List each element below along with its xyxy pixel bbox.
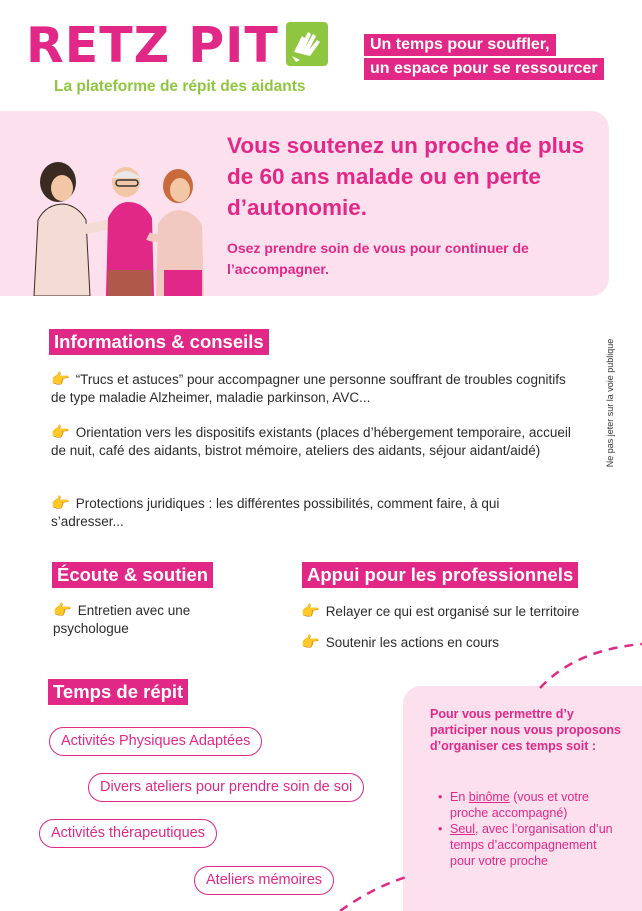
info-item-text: Orientation vers les dispositifs existants (places d’hébergement temporaire, accueil de nuit, café des aidants, bistrot mémoire, ateliers des aidants, séjour aidant/aidé) bbox=[51, 425, 571, 458]
activity-pill: Activités Physiques Adaptées bbox=[49, 727, 262, 756]
pro-heading: Appui pour les professionnels bbox=[302, 562, 578, 588]
hand-pointing-icon: 👉 bbox=[53, 602, 72, 619]
activity-pill: Activités thérapeutiques bbox=[39, 819, 217, 848]
listen-item-text: Entretien avec une psychologue bbox=[53, 603, 191, 636]
brand-subtitle: La plateforme de répit des aidants bbox=[54, 78, 306, 95]
hand-pointing-icon: 👉 bbox=[51, 495, 70, 512]
pro-item-text: Soutenir les actions en cours bbox=[325, 635, 500, 650]
logo bbox=[26, 18, 346, 98]
activity-pill: Ateliers mémoires bbox=[194, 866, 334, 895]
hand-pointing-icon: 👉 bbox=[301, 634, 320, 651]
hand-pointing-icon: 👉 bbox=[51, 424, 70, 441]
listen-heading: Écoute & soutien bbox=[52, 562, 213, 588]
info-item-text: “Trucs et astuces” pour accompagner une personne souffrant de troubles cognitifs de type maladie Alzheimer, maladie parkinson, AVC... bbox=[51, 372, 566, 405]
info-item bbox=[51, 371, 571, 407]
option2-key: Seul bbox=[450, 822, 476, 836]
pro-item-text: Relayer ce qui est organisé sur le territoire bbox=[325, 604, 580, 619]
info-item-text: Protections juridiques : les différentes possibilités, comment faire, à qui s’adresser... bbox=[51, 496, 500, 529]
tagline-line-2: un espace pour se ressourcer bbox=[364, 58, 604, 80]
hero-subtitle: Osez prendre soin de vous pour continuer de l’accompagner. bbox=[227, 240, 529, 277]
respite-option bbox=[436, 789, 616, 821]
caregivers-illustration bbox=[16, 160, 212, 296]
hand-pointing-icon: 👉 bbox=[51, 371, 70, 388]
option2-rest: , avec l’organisation d’un temps d’accompagnement pour votre proche bbox=[450, 822, 613, 868]
respite-option bbox=[436, 821, 616, 869]
disposal-note: Ne pas jeter sur la voie publique bbox=[605, 338, 615, 468]
option1-key: binôme bbox=[468, 790, 510, 804]
listen-item bbox=[53, 602, 223, 638]
hands-logo-icon bbox=[286, 22, 328, 66]
tagline bbox=[364, 34, 634, 82]
pro-item bbox=[301, 634, 611, 652]
pro-item bbox=[301, 603, 611, 621]
option1-prefix: En bbox=[450, 790, 469, 804]
info-item bbox=[51, 424, 576, 460]
tagline-line-1: Un temps pour souffler, bbox=[364, 34, 556, 56]
activity-pill: Divers ateliers pour prendre soin de soi bbox=[88, 773, 364, 802]
info-item bbox=[51, 495, 571, 531]
respite-heading: Temps de répit bbox=[48, 679, 188, 705]
brand-name: RETZ PIT bbox=[26, 17, 279, 74]
option1-rest: (vous et votre proche accompagné) bbox=[450, 790, 589, 820]
respite-options-list bbox=[436, 789, 616, 869]
hand-pointing-icon: 👉 bbox=[301, 603, 320, 620]
info-heading: Informations & conseils bbox=[49, 329, 269, 355]
hero-title: Vous soutenez un proche de plus de 60 ans malade ou en perte d’autonomie. bbox=[227, 133, 585, 220]
respite-intro: Pour vous permettre d’y participer nous vous proposons d’organiser ces temps soit : bbox=[430, 707, 621, 753]
